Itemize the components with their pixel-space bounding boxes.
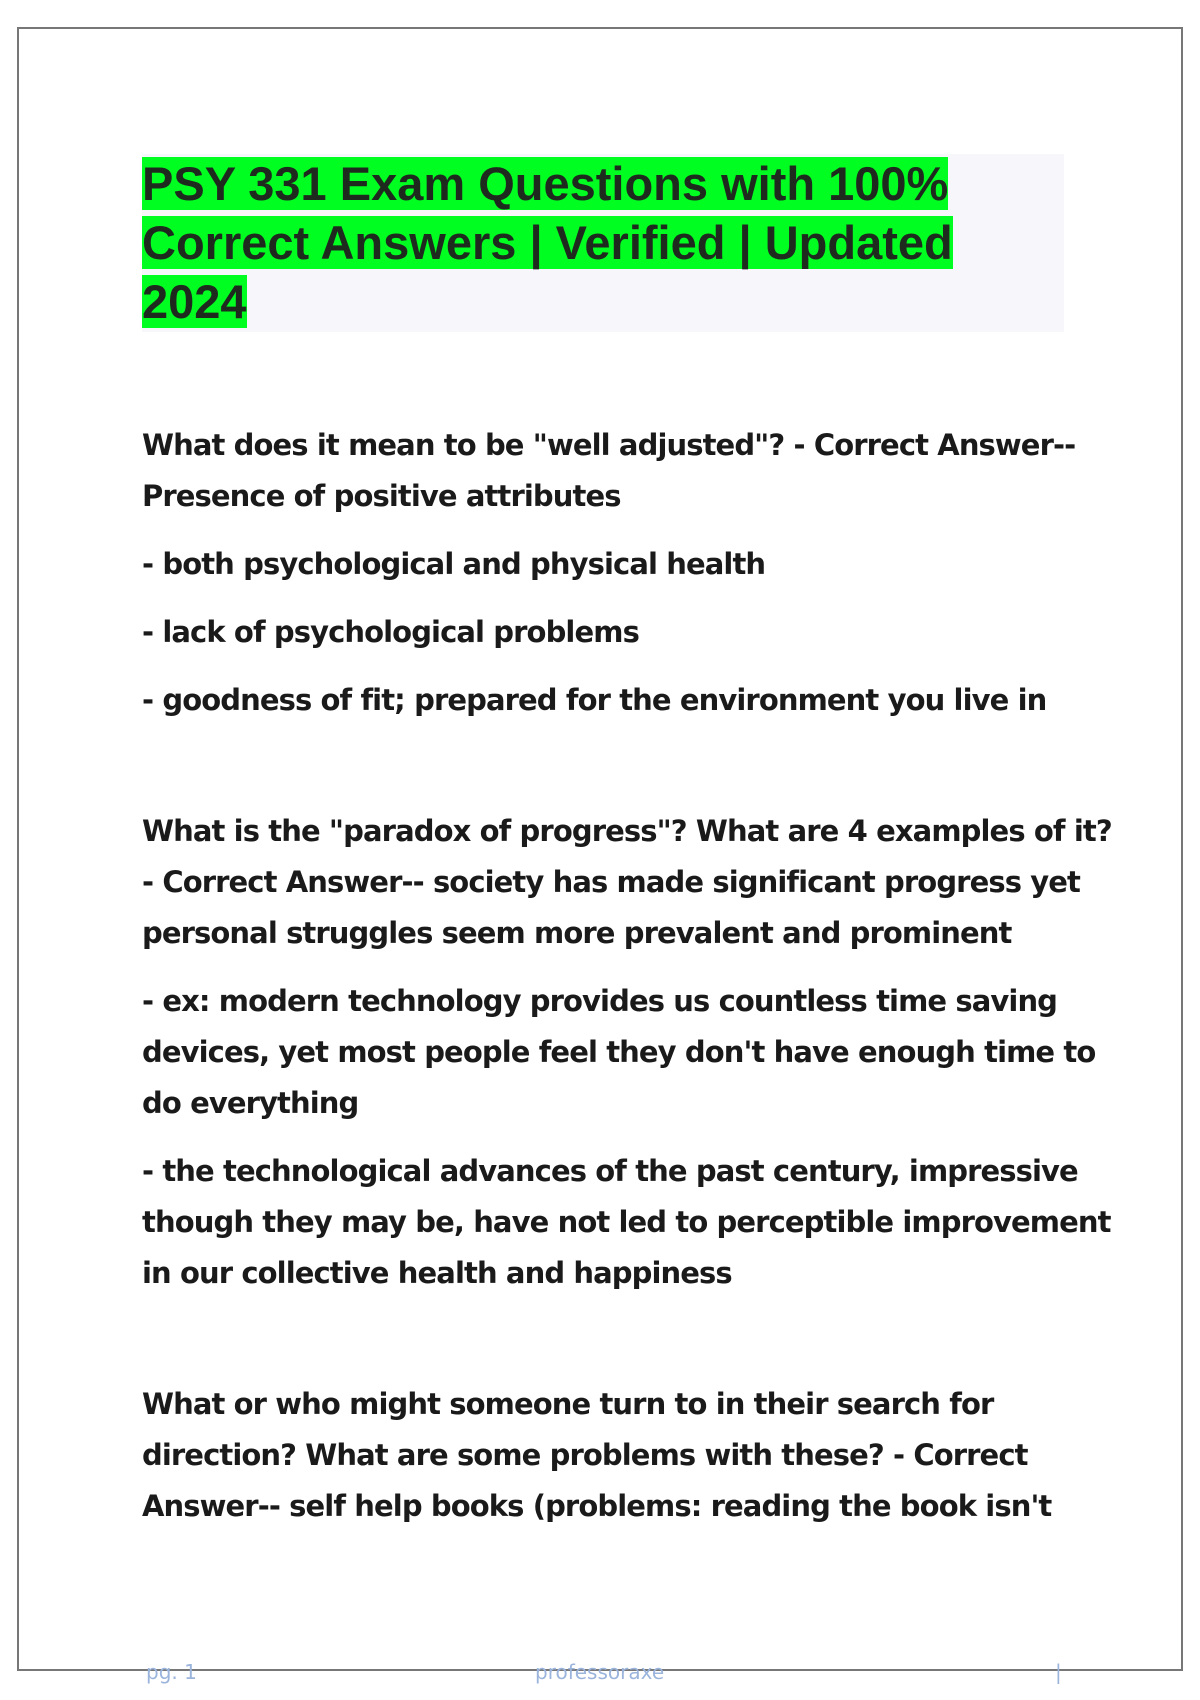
question-paragraph — [142, 420, 1076, 522]
text-line: - goodness of fit; prepared for the environment you live in — [142, 683, 1047, 717]
qa-item-2 — [142, 806, 1112, 1299]
text-line: Presence of positive attributes — [142, 479, 621, 513]
text-line: Answer-- self help books (problems: reading the book isn't — [142, 1489, 1052, 1523]
answer-point — [142, 976, 1096, 1129]
document-title — [142, 154, 1064, 331]
text-line: though they may be, have not led to perceptible improvement — [142, 1205, 1111, 1239]
footer-brand: professoraxe — [535, 1660, 665, 1684]
text-line: What or who might someone turn to in their search for — [142, 1387, 994, 1421]
text-line: - both psychological and physical health — [142, 547, 766, 581]
text-line: direction? What are some problems with these? - Correct — [142, 1438, 1028, 1472]
document-body — [142, 420, 1112, 1612]
qa-item-3 — [142, 1379, 1072, 1532]
question-paragraph — [142, 1379, 1072, 1532]
text-line: - the technological advances of the past century, impressive — [142, 1154, 1078, 1188]
footer-mark: | — [1055, 1660, 1062, 1684]
page-number: pg. 1 — [146, 1660, 197, 1684]
title-line-3: 2024 — [142, 275, 247, 328]
text-line: devices, yet most people feel they don't have enough time to — [142, 1035, 1096, 1069]
answer-point — [142, 607, 1072, 658]
text-line: - lack of psychological problems — [142, 615, 639, 649]
document-title-block — [142, 154, 1064, 332]
answer-point — [142, 1146, 1111, 1299]
text-line: What is the "paradox of progress"? What are 4 examples of it? — [142, 814, 1112, 848]
text-line: personal struggles seem more prevalent and prominent — [142, 916, 1012, 950]
text-line: do everything — [142, 1086, 359, 1120]
text-line: - Correct Answer-- society has made significant progress yet — [142, 865, 1081, 899]
answer-point — [142, 539, 1072, 590]
qa-item-1 — [142, 420, 1076, 726]
text-line: in our collective health and happiness — [142, 1256, 732, 1290]
answer-point — [142, 675, 1072, 726]
page-footer — [0, 1660, 1200, 1690]
title-line-2: Correct Answers | Verified | Updated — [142, 216, 953, 269]
text-line: - ex: modern technology provides us countless time saving — [142, 984, 1058, 1018]
question-paragraph — [142, 806, 1112, 959]
text-line: What does it mean to be "well adjusted"? - Correct Answer-- — [142, 428, 1076, 462]
title-line-1: PSY 331 Exam Questions with 100% — [142, 157, 949, 210]
